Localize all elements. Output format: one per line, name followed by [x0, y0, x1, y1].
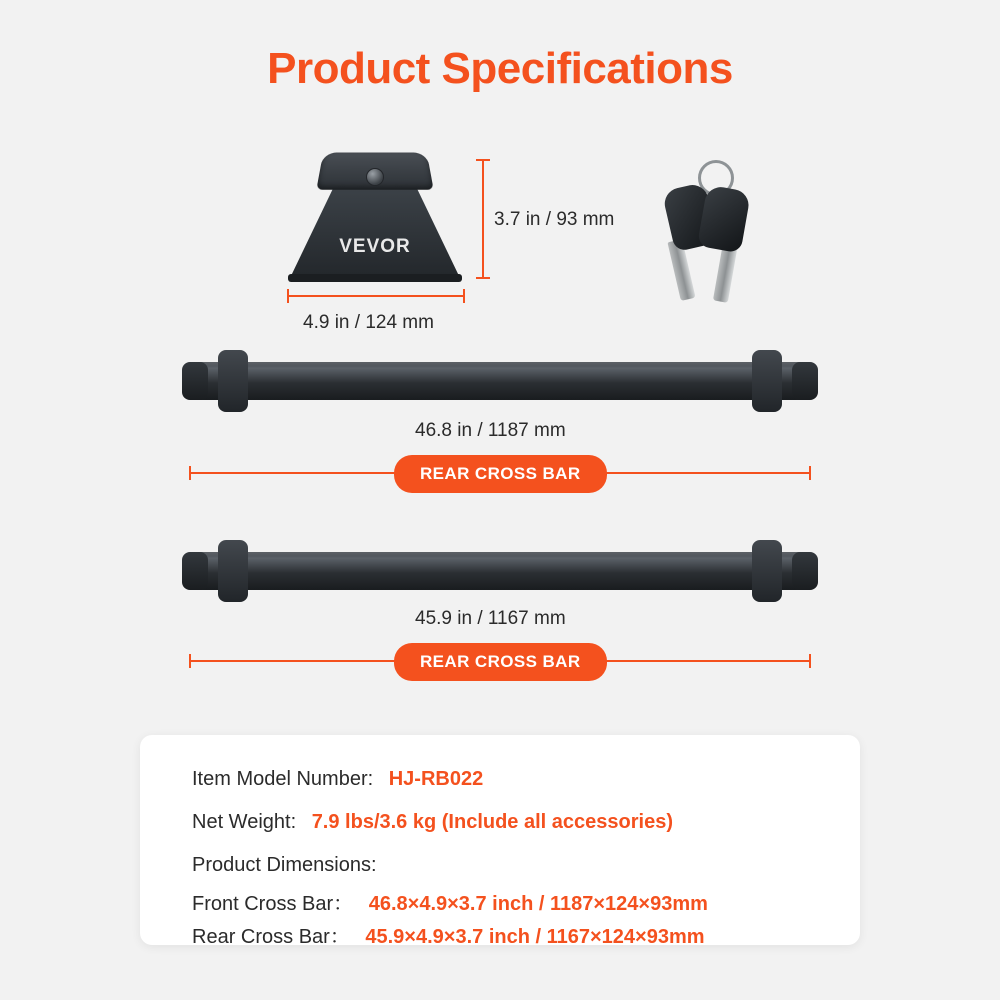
spec-row-weight: [192, 811, 673, 834]
foot-height-label: 3.7 in / 93 mm: [494, 209, 615, 230]
page-title: Product Specifications: [267, 44, 733, 93]
cross-bar-2-clamp-right: [752, 540, 782, 602]
cross-bar-1-dim-cap-left: [189, 466, 191, 480]
spec-row-dimensions-heading: [192, 854, 377, 877]
cross-bar-2-illustration: [182, 538, 818, 604]
cross-bar-1-endcap-left: [182, 362, 208, 400]
spec-row-front-bar: [192, 887, 708, 916]
spec-row-rear-bar: [192, 920, 705, 949]
foot-height-dim-line: [482, 160, 484, 278]
cross-bar-2-endcap-right: [792, 552, 818, 590]
cross-bar-2-dim-cap-right: [809, 654, 811, 668]
spec-rear-value: 45.9×4.9×3.7 inch / 1167×124×93mm: [365, 926, 705, 948]
cross-bar-1-clamp-left: [218, 350, 248, 412]
specs-card: [140, 735, 860, 948]
cross-bar-2-badge: REAR CROSS BAR: [394, 643, 607, 681]
foot-base-shadow: [288, 274, 462, 282]
cross-bar-2-length-label: 45.9 in / 1167 mm: [415, 608, 566, 629]
foot-width-dim-cap-right: [463, 289, 465, 303]
cross-bar-1-illustration: [182, 348, 818, 414]
foot-body-shape: [290, 186, 460, 278]
foot-screw-icon: [366, 168, 384, 186]
cross-bar-1-tube: [182, 362, 818, 400]
cross-bar-2-dim-cap-left: [189, 654, 191, 668]
spec-dimensions-label: Product Dimensions:: [192, 854, 377, 876]
brand-logo: VEVOR: [339, 236, 411, 257]
mount-foot-illustration: [280, 150, 470, 285]
spec-row-model: [192, 768, 483, 791]
spec-weight-value: 7.9 lbs/3.6 kg (Include all accessories): [311, 811, 673, 833]
cross-bar-1-endcap-right: [792, 362, 818, 400]
cross-bar-2-clamp-left: [218, 540, 248, 602]
cross-bar-2-endcap-left: [182, 552, 208, 590]
cross-bar-1-clamp-right: [752, 350, 782, 412]
spec-front-value: 46.8×4.9×3.7 inch / 1187×124×93mm: [368, 893, 708, 915]
foot-width-dim-line: [288, 295, 464, 297]
cross-bar-1-badge: REAR CROSS BAR: [394, 455, 607, 493]
foot-width-label: 4.9 in / 124 mm: [303, 312, 434, 333]
cross-bar-1-dim-cap-right: [809, 466, 811, 480]
foot-height-dim-cap-bottom: [476, 277, 490, 279]
cross-bar-1-length-label: 46.8 in / 1187 mm: [415, 420, 566, 441]
spec-front-label: Front Cross Bar：: [192, 893, 354, 915]
cross-bar-2-tube: [182, 552, 818, 590]
spec-model-value: HJ-RB022: [388, 768, 484, 790]
spec-model-label: Item Model Number:: [192, 768, 374, 790]
keys-illustration: [650, 160, 780, 305]
spec-weight-label: Net Weight:: [192, 811, 297, 833]
spec-rear-label: Rear Cross Bar：: [192, 926, 350, 948]
foot-height-dim-cap-top: [476, 159, 490, 161]
foot-width-dim-cap-left: [287, 289, 289, 303]
